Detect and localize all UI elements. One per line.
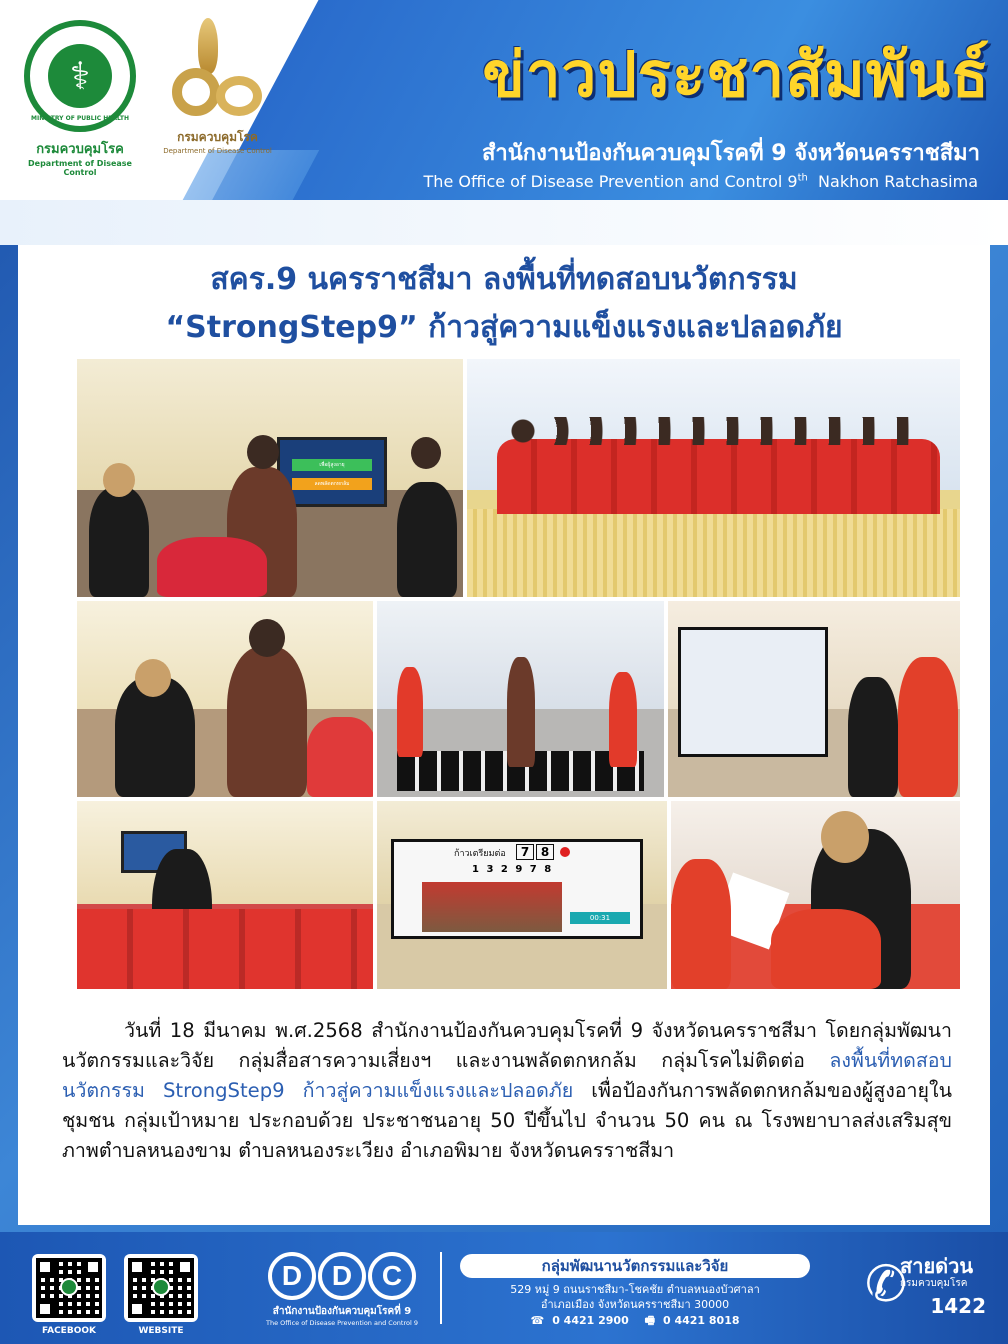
headline-line-1: สคร.9 นครราชสีมา ลงพื้นที่ทดสอบนวัตกรรม (210, 262, 798, 297)
ddc-footer-logo: D D C สำนักงานป้องกันควบคุมโรคที่ 9 The Office of Disease Prevention and Control 9 (262, 1252, 422, 1332)
phone-number[interactable]: 0 4421 2900 (552, 1314, 629, 1327)
fax-number: 0 4421 8018 (662, 1314, 740, 1327)
logo2-name-th: กรมควบคุมโรค (177, 130, 258, 144)
fax-icon: 🖷 (644, 1314, 655, 1327)
photo-speakers (76, 600, 374, 798)
org-contacts (460, 1312, 810, 1331)
ddc-office-th: สำนักงานป้องกันควบคุมโรคที่ 9 (272, 1306, 412, 1317)
office-name-en: The Office of Disease Prevention and Control 9th Nakhon Ratchasima (423, 172, 978, 191)
anniversary-emblem-icon (168, 18, 268, 128)
photo-stepping-demo (376, 600, 665, 798)
photo-speaker-audience (76, 800, 374, 990)
website-label: WEBSITE (138, 1326, 184, 1336)
office-name-th: สำนักงานป้องกันควบคุมโรคที่ 9 จังหวัดนครราชสีมา (481, 141, 980, 166)
moph-logo (20, 20, 140, 177)
page-title: ข่าวประชาสัมพันธ์ (482, 38, 990, 111)
ddc-name-en: Department of Disease Control (28, 159, 132, 177)
photo-game-screen (667, 600, 961, 798)
ddc-anniversary-logo (160, 18, 275, 168)
logo2-name-en: Department of Disease Control (163, 147, 272, 155)
hotline-label: สายด่วน (900, 1254, 974, 1278)
hotline-number[interactable]: 1422 (930, 1294, 986, 1318)
header-bottom-band (0, 200, 1008, 245)
facebook-qr-code[interactable] (32, 1254, 106, 1322)
moph-seal-icon: ⚕ MINISTRY OF PUBLIC HEALTH (24, 20, 136, 132)
hotline-phone-icon: ✆ (865, 1255, 907, 1313)
headline-line-2: “StrongStep9” ก้าวสู่ความแข็งแรงและปลอดภัย (165, 310, 843, 345)
tv-screen (678, 627, 828, 757)
presentation-screen: เพื่อผู้สูงอายุ ลดพลัดตกหกล้ม (277, 437, 387, 507)
article-body: วันที่ 18 มีนาคม พ.ศ.2568 สำนักงานป้องกันควบคุมโรคที่ 9 จังหวัดนครราชสีมา โดยกลุ่มพัฒนานวัตกรรมและวิจัย กลุ่มสื่อสารความเสี่ยงฯ และงานพลัดตกหกล้ม กลุ่มโรคไม่ติดต่อ ลงพื้นที่ทดสอบนวัตกรรม StrongStep9 ก้าวสู่ความแข็งแรงและปลอดภัย เพื่อป้องกันการพลัดตกหกล้มของผู้สูงอายุในชุมชน กลุ่มเป้าหมาย ประกอบด้วย ประชาชนอายุ 50 ปีขึ้นไป จำนวน 50 คน ณ โรงพยาบาลส่งเสริมสุขภาพตำบลหนองขาม ตำบลหนองระเวียง อำเภอพิมาย จังหวัดนครราชสีมา (62, 1019, 952, 1162)
photo-group-red-shirts (466, 358, 961, 598)
game-display-screen: ก้าวเตรียมต่อ 7 8 1 3 2 9 7 8 00:31 (391, 839, 643, 939)
news-headline (0, 256, 1008, 352)
article-highlight: ลงพื้นที่ทดสอบนวัตกรรม StrongStep9 ก้าวสู่ความแข็งแรงและปลอดภัย (62, 1049, 952, 1102)
footer-divider (440, 1252, 442, 1324)
photo-game-display (376, 800, 668, 990)
group-red-shirts (497, 439, 940, 514)
website-qr-code[interactable] (124, 1254, 198, 1322)
photo-presentation-screen (76, 358, 464, 598)
facebook-label: FACEBOOK (42, 1326, 96, 1336)
org-name-pill: กลุ่มพัฒนานวัตกรรมและวิจัย (460, 1254, 810, 1278)
org-address: 529 หมู่ 9 ถนนราชสีมา-โชคชัย ตำบลหนองบัวศาลา อำเภอเมือง จังหวัดนครราชสีมา 30000 (510, 1283, 760, 1311)
game-heading: ก้าวเตรียมต่อ (454, 849, 506, 859)
photo-reading-paper (670, 800, 961, 990)
hotline-sub: กรมควบคุมโรค (900, 1278, 968, 1289)
yellow-table-skirt (467, 509, 960, 598)
ddc-office-en: The Office of Disease Prevention and Control 9 (266, 1319, 418, 1327)
phone-icon: ☎ (530, 1314, 545, 1327)
ddc-name-th: กรมควบคุมโรค (36, 142, 124, 157)
